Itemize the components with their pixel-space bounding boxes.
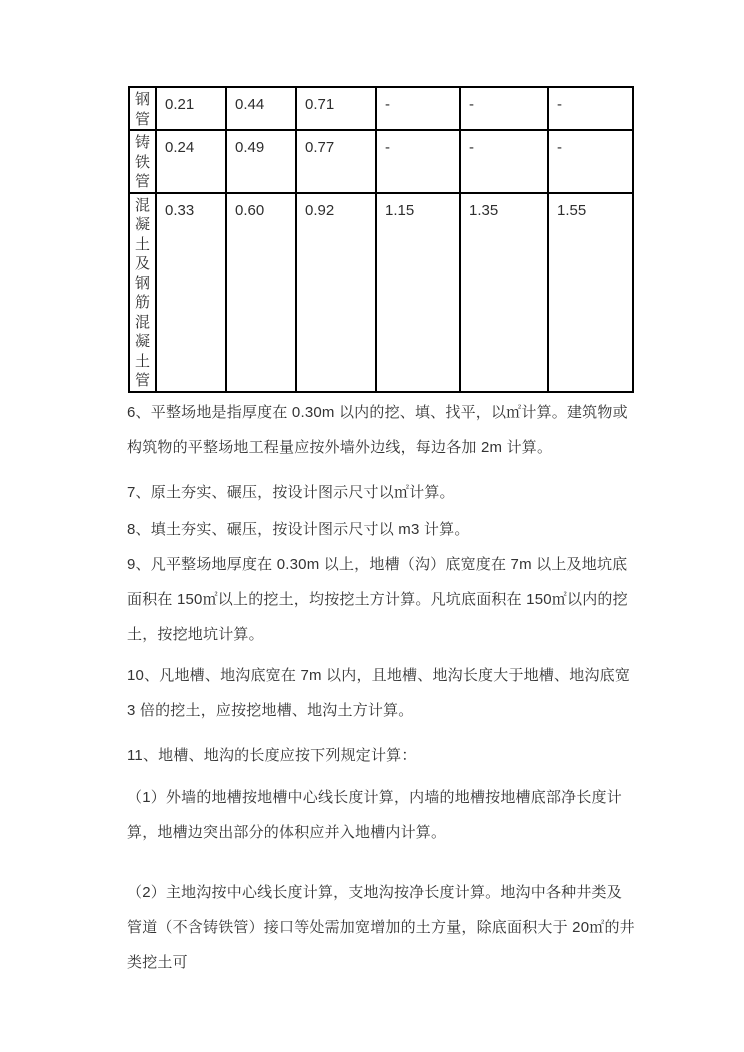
table-row [129, 130, 633, 193]
note-paragraph-8: 8、填土夯实、碾压，按设计图示尺寸以 m3 计算。 [127, 521, 470, 538]
table-cell: - [548, 87, 633, 130]
table-cell: 0.92 [296, 193, 376, 392]
note-paragraph-11: 11、地槽、地沟的长度应按下列规定计算： [127, 747, 417, 764]
table-row-label: 混凝土及钢筋混凝土管 [129, 193, 156, 392]
table-row [129, 193, 633, 392]
table-row-label: 铸铁管 [129, 130, 156, 193]
table-cell: 1.35 [460, 193, 548, 392]
table-cell: 0.60 [226, 193, 296, 392]
note-paragraph-6: 6、平整场地是指厚度在 0.30m 以内的挖、填、找平，以㎡计算。建筑物或构筑物的平整场地工程量应按外墙外边线，每边各加 2m 计算。 [127, 404, 628, 456]
table-cell: - [376, 130, 460, 193]
table-cell: - [460, 87, 548, 130]
table-cell: 0.49 [226, 130, 296, 193]
table-cell: 1.15 [376, 193, 460, 392]
note-subparagraph-2: （2）主地沟按中心线长度计算，支地沟按净长度计算。地沟中各种井类及管道（不含铸铁管）接口等处需加宽增加的土方量，除底面积大于 20㎡的井类挖土可 [127, 884, 635, 971]
table-row-label: 钢管 [129, 87, 156, 130]
note-paragraph-10: 10、凡地槽、地沟底宽在 7m 以内，且地槽、地沟长度大于地槽、地沟底宽 3 倍的挖土，应按挖地槽、地沟土方计算。 [127, 667, 631, 719]
table-cell: - [548, 130, 633, 193]
table-cell: 0.77 [296, 130, 376, 193]
note-paragraph-9: 9、凡平整场地厚度在 0.30m 以上，地槽（沟）底宽度在 7m 以上及地坑底面积在 150㎡以上的挖土，均按挖土方计算。凡坑底面积在 150㎡以内的挖土，按挖地坑计算。 [127, 556, 628, 643]
note-paragraph-7: 7、原土夯实、碾压，按设计图示尺寸以㎡计算。 [127, 484, 455, 501]
note-subparagraph-1: （1）外墙的地槽按地槽中心线长度计算，内墙的地槽按地槽底部净长度计算，地槽边突出部分的体积应并入地槽内计算。 [127, 789, 622, 841]
pipe-quantities-table [128, 86, 634, 393]
table-cell: 0.33 [156, 193, 226, 392]
table-cell: - [460, 130, 548, 193]
table-cell: 0.44 [226, 87, 296, 130]
table-cell: 1.55 [548, 193, 633, 392]
table-cell: - [376, 87, 460, 130]
table-cell: 0.24 [156, 130, 226, 193]
table-cell: 0.21 [156, 87, 226, 130]
table-row [129, 87, 633, 130]
table-cell: 0.71 [296, 87, 376, 130]
